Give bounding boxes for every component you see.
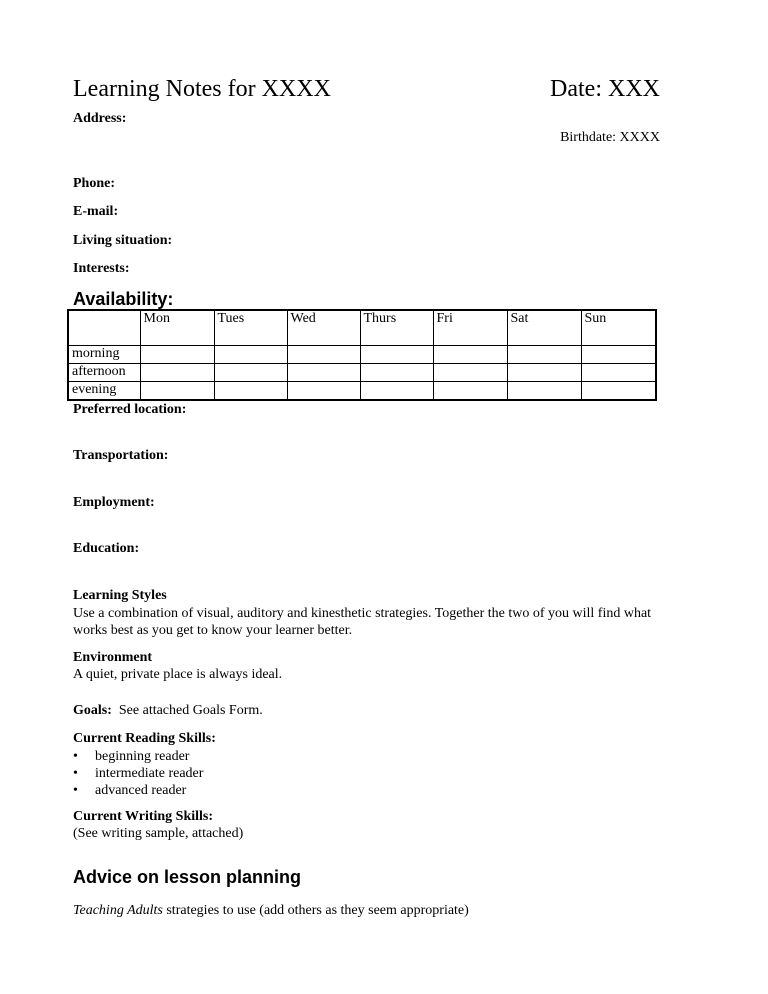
availability-cell xyxy=(140,364,214,382)
availability-cell xyxy=(507,346,581,364)
list-item-text: intermediate reader xyxy=(95,766,204,781)
availability-cell xyxy=(214,346,287,364)
reading-skills-list xyxy=(73,748,203,799)
day-header: Thurs xyxy=(360,310,433,346)
availability-cell xyxy=(214,364,287,382)
environment-text: A quiet, private place is always ideal. xyxy=(73,667,283,682)
preferred-location-label: Preferred location: xyxy=(73,402,187,417)
goals-label: Goals: xyxy=(73,703,112,718)
advice-heading: Advice on lesson planning xyxy=(73,867,302,887)
availability-cell xyxy=(214,382,287,401)
advice-body: strategies to use (add others as they seem appropriate) xyxy=(162,903,469,918)
availability-cell xyxy=(140,346,214,364)
goals-text: See attached Goals Form. xyxy=(118,703,263,718)
goals-line xyxy=(73,703,263,719)
availability-table xyxy=(67,309,657,401)
advice-text xyxy=(73,903,469,919)
availability-row xyxy=(68,346,656,364)
day-header: Sat xyxy=(507,310,581,346)
availability-cell xyxy=(581,346,656,364)
day-header: Tues xyxy=(214,310,287,346)
reading-skills-heading: Current Reading Skills: xyxy=(73,731,216,746)
availability-cell xyxy=(507,364,581,382)
bullet-icon: • xyxy=(73,783,78,798)
time-label: afternoon xyxy=(68,364,140,382)
availability-heading: Availability: xyxy=(73,289,174,309)
address-label: Address: xyxy=(73,111,127,126)
living-situation-label: Living situation: xyxy=(73,233,173,248)
availability-cell xyxy=(507,382,581,401)
availability-cell xyxy=(433,346,507,364)
education-label: Education: xyxy=(73,541,140,556)
list-item xyxy=(73,765,203,782)
page-title: Learning Notes for XXXX xyxy=(73,76,331,102)
bullet-icon: • xyxy=(73,749,78,764)
employment-label: Employment: xyxy=(73,495,155,510)
time-label: evening xyxy=(68,382,140,401)
learning-styles-text: Use a combination of visual, auditory and kinesthetic strategies. Together the two of you will find what works best as you get to know your learner better. xyxy=(73,606,652,638)
advice-italic: Teaching Adults xyxy=(73,903,163,918)
day-header: Mon xyxy=(140,310,214,346)
availability-cell xyxy=(581,382,656,401)
writing-skills-text: (See writing sample, attached) xyxy=(73,826,244,841)
day-header: Sun xyxy=(581,310,656,346)
time-label: morning xyxy=(68,346,140,364)
availability-cell xyxy=(360,382,433,401)
transportation-label: Transportation: xyxy=(73,448,169,463)
interests-label: Interests: xyxy=(73,261,130,276)
availability-cell xyxy=(360,346,433,364)
day-header: Fri xyxy=(433,310,507,346)
learning-styles-heading: Learning Styles xyxy=(73,588,167,603)
list-item-text: advanced reader xyxy=(95,783,187,798)
birthdate-field: Birthdate: XXXX xyxy=(560,130,660,145)
phone-label: Phone: xyxy=(73,176,115,191)
availability-corner-cell xyxy=(68,310,140,346)
bullet-icon: • xyxy=(73,766,78,781)
availability-row xyxy=(68,382,656,401)
availability-cell xyxy=(433,364,507,382)
availability-cell xyxy=(360,364,433,382)
writing-skills-heading: Current Writing Skills: xyxy=(73,809,214,824)
availability-cell xyxy=(140,382,214,401)
availability-cell xyxy=(287,364,360,382)
day-header: Wed xyxy=(287,310,360,346)
availability-cell xyxy=(287,346,360,364)
availability-cell xyxy=(581,364,656,382)
list-item xyxy=(73,782,203,799)
date-field: Date: XXX xyxy=(550,76,660,102)
availability-header-row xyxy=(68,310,656,346)
email-label: E-mail: xyxy=(73,204,119,219)
environment-heading: Environment xyxy=(73,650,153,665)
availability-row xyxy=(68,364,656,382)
availability-cell xyxy=(433,382,507,401)
availability-cell xyxy=(287,382,360,401)
list-item xyxy=(73,748,203,765)
list-item-text: beginning reader xyxy=(95,749,190,764)
